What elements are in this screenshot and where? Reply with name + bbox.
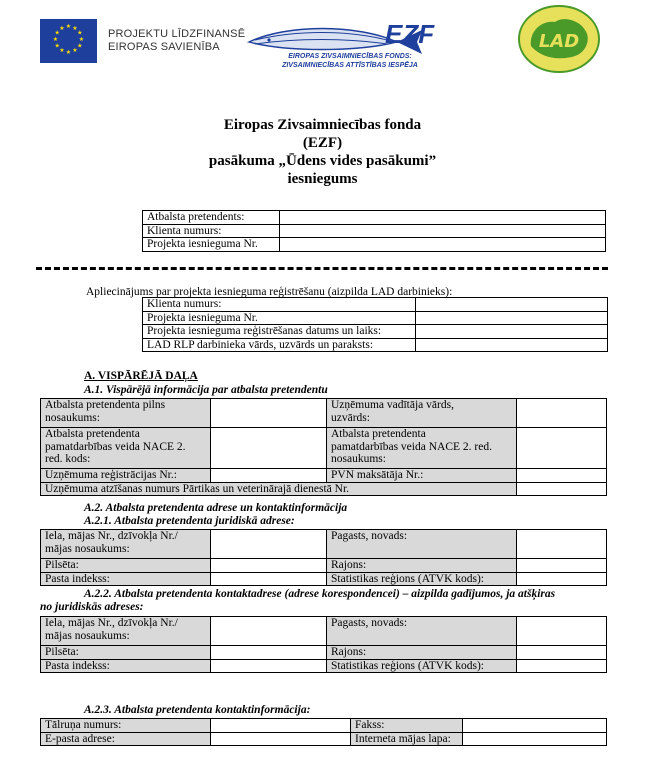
email-field[interactable] <box>211 732 351 746</box>
director-label: Uzņēmuma vadītāja vārds, uzvārds: <box>327 399 517 428</box>
reg-date-label: Projekta iesnieguma reģistrēšanas datums un laiks: <box>143 325 416 339</box>
a1-table <box>40 398 607 496</box>
reg-no-field[interactable] <box>211 469 327 483</box>
eu-stars-icon <box>40 19 97 63</box>
page-title: Eiropas Zivsaimniecības fonda (EZF) pasākuma „Ūdens vides pasākumi” iesniegums <box>208 117 437 187</box>
legal-postal-label: Pasta indekss: <box>41 572 211 586</box>
reg-no-label: Uzņēmuma reģistrācijas Nr.: <box>41 469 211 483</box>
svg-text:★: ★ <box>72 47 78 55</box>
cut-line-divider <box>36 267 608 270</box>
contact-region-field[interactable] <box>517 659 607 673</box>
legal-parish-field[interactable] <box>517 530 607 559</box>
legal-district-field[interactable] <box>517 559 607 573</box>
reg-client-number-label: Klienta numurs: <box>143 298 416 312</box>
svg-text:★: ★ <box>65 23 72 30</box>
nace-code-field[interactable] <box>211 428 327 469</box>
svg-text:★: ★ <box>77 42 83 50</box>
section-a22-title: A.2.2. Atbalsta pretendenta kontaktadrese (adrese korespondencei) – aizpilda gadījumos, ja atšķiras no juridiskās adreses: <box>40 588 556 613</box>
svg-text:★: ★ <box>72 24 78 32</box>
fax-label: Fakss: <box>351 719 463 733</box>
phone-field[interactable] <box>211 719 351 733</box>
legal-street-label: Iela, mājas Nr., dzīvokļa Nr./ mājas nosaukums: <box>41 530 211 559</box>
legal-city-label: Pilsēta: <box>41 559 211 573</box>
vat-no-label: PVN maksātāja Nr.: <box>327 469 517 483</box>
website-label: Interneta mājas lapa: <box>351 732 463 746</box>
website-field[interactable] <box>463 732 607 746</box>
project-number-field[interactable] <box>280 238 606 252</box>
full-name-label: Atbalsta pretendenta pilns nosaukums: <box>41 399 211 428</box>
reg-client-number-field[interactable] <box>416 298 608 312</box>
registration-box <box>142 297 608 352</box>
svg-text:★: ★ <box>54 29 60 37</box>
reg-project-number-field[interactable] <box>416 311 608 325</box>
svg-text:★: ★ <box>77 29 83 37</box>
contact-street-field[interactable] <box>211 617 327 646</box>
legal-address-table <box>40 529 607 586</box>
pvd-no-label: Uzņēmuma atzīšanas numurs Pārtikas un veterinārajā dienestā Nr. <box>41 482 517 496</box>
legal-region-field[interactable] <box>517 572 607 586</box>
section-a-title: A. VISPĀRĒJĀ DAĻA <box>84 370 198 382</box>
director-field[interactable] <box>517 399 607 428</box>
section-a1-title: A.1. Vispārējā informācija par atbalsta pretendentu <box>84 384 328 396</box>
contact-district-field[interactable] <box>517 646 607 660</box>
vat-no-field[interactable] <box>517 469 607 483</box>
svg-text:★: ★ <box>59 47 65 55</box>
reg-date-field[interactable] <box>416 325 608 339</box>
contact-city-label: Pilsēta: <box>41 646 211 660</box>
reg-officer-field[interactable] <box>416 338 608 352</box>
ezf-wordmark: EZF <box>385 19 435 49</box>
svg-text:★: ★ <box>59 24 65 32</box>
section-a21-title: A.2.1. Atbalsta pretendenta juridiskā adrese: <box>84 515 295 527</box>
svg-text:★: ★ <box>54 42 60 50</box>
section-a2-title: A.2. Atbalsta pretendenta adrese un kontaktinformācija <box>84 502 348 514</box>
contact-postal-label: Pasta indekss: <box>41 659 211 673</box>
legal-city-field[interactable] <box>211 559 327 573</box>
full-name-field[interactable] <box>211 399 327 428</box>
svg-text:★: ★ <box>65 49 72 56</box>
applicant-value-field[interactable] <box>280 211 606 225</box>
reg-officer-label: LAD RLP darbinieka vārds, uzvārds un paraksts: <box>143 338 416 352</box>
legal-street-field[interactable] <box>211 530 327 559</box>
applicant-label: Atbalsta pretendents: <box>143 211 280 225</box>
contact-postal-field[interactable] <box>211 659 327 673</box>
legal-parish-label: Pagasts, novads: <box>327 530 517 559</box>
ezf-subtitle: EIROPAS ZIVSAIMNIECĪBAS FONDS: ZIVSAIMNIECĪBAS ATTĪSTĪBAS IESPĒJA <box>282 53 418 69</box>
section-a23-title: A.2.3. Atbalsta pretendenta kontaktinformācija: <box>84 704 311 716</box>
nace-name-label: Atbalsta pretendenta pamatdarbības veida NACE 2. red. nosaukums: <box>327 428 517 469</box>
contact-parish-field[interactable] <box>517 617 607 646</box>
reg-project-number-label: Projekta iesnieguma Nr. <box>143 311 416 325</box>
lad-logo-icon <box>517 4 601 74</box>
legal-district-label: Rajons: <box>327 559 517 573</box>
project-number-label: Projekta iesnieguma Nr. <box>143 238 280 252</box>
contact-city-field[interactable] <box>211 646 327 660</box>
contact-region-label: Statistikas reģions (ATVK kods): <box>327 659 517 673</box>
svg-text:★: ★ <box>52 36 59 43</box>
nace-code-label: Atbalsta pretendenta pamatdarbības veida NACE 2. red. kods: <box>41 428 211 469</box>
contact-street-label: Iela, mājas Nr., dzīvokļa Nr./ mājas nosaukums: <box>41 617 211 646</box>
client-number-label: Klienta numurs: <box>143 224 280 238</box>
email-label: E-pasta adrese: <box>41 732 211 746</box>
phone-label: Tālruņa numurs: <box>41 719 211 733</box>
client-number-field[interactable] <box>280 224 606 238</box>
applicant-box <box>142 210 606 252</box>
contact-parish-label: Pagasts, novads: <box>327 617 517 646</box>
eu-flag-logo <box>40 19 97 63</box>
fax-field[interactable] <box>463 719 607 733</box>
contact-info-table <box>40 718 607 746</box>
contact-address-table <box>40 616 607 673</box>
svg-text:LAD: LAD <box>538 31 580 52</box>
nace-name-field[interactable] <box>517 428 607 469</box>
registration-note: Apliecinājums par projekta iesnieguma reģistrēšanu (aizpilda LAD darbinieks): <box>86 286 453 298</box>
contact-district-label: Rajons: <box>327 646 517 660</box>
svg-text:★: ★ <box>78 36 85 43</box>
eu-cofinance-label: PROJEKTU LĪDZFINANSĒ EIROPAS SAVIENĪBA <box>108 28 246 53</box>
pvd-no-field[interactable] <box>517 482 607 496</box>
legal-postal-field[interactable] <box>211 572 327 586</box>
legal-region-label: Statistikas reģions (ATVK kods): <box>327 572 517 586</box>
